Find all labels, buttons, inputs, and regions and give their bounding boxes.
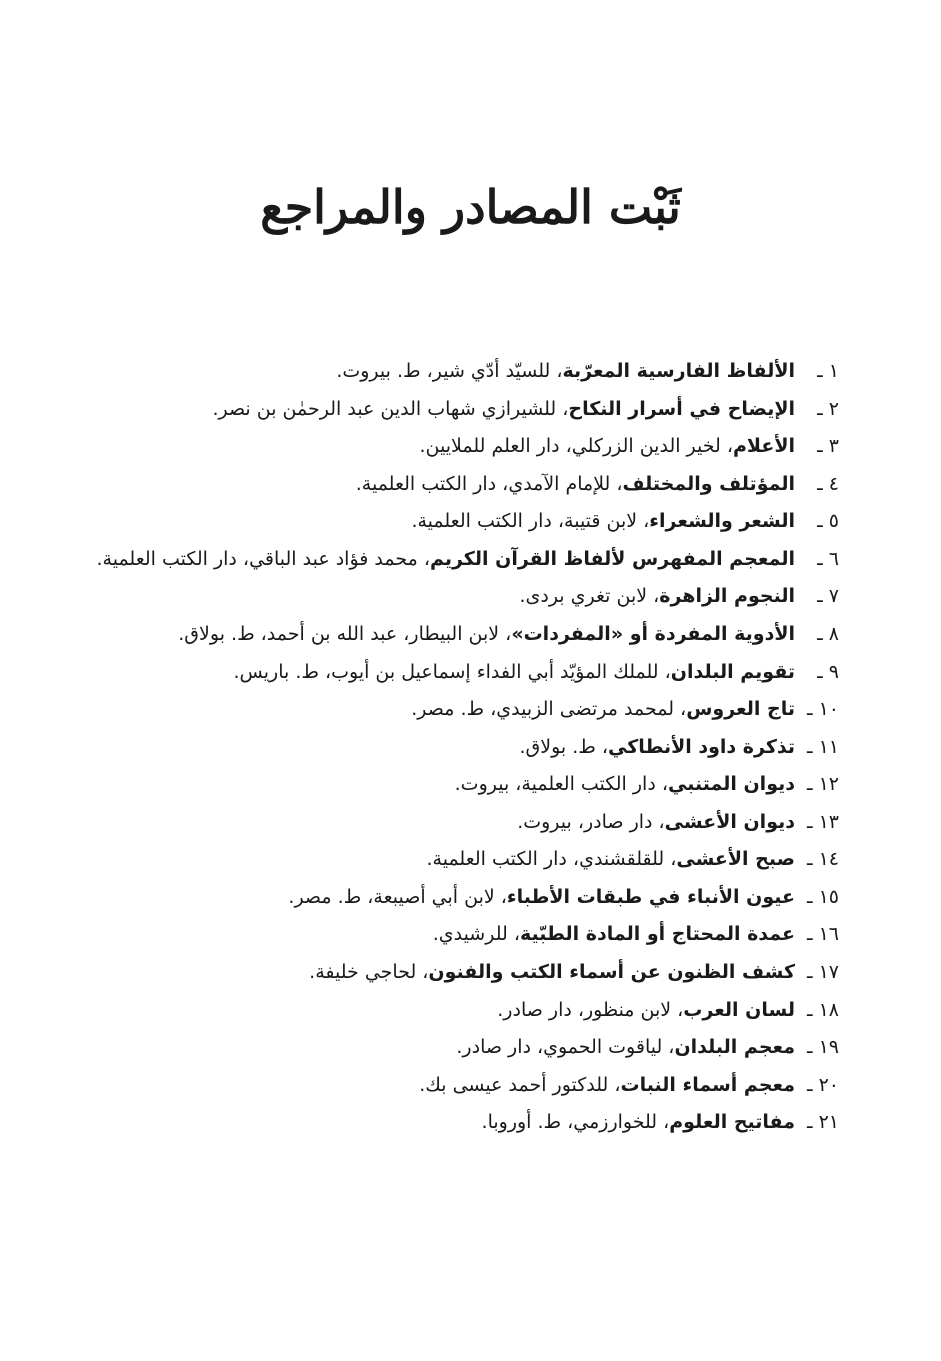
- entry-details: ، لياقوت الحموي، دار صادر.: [456, 1036, 675, 1059]
- entry-details: ، دار صادر، بيروت.: [517, 810, 665, 833]
- entry-details: ، دار الكتب العلمية، بيروت.: [454, 773, 668, 796]
- entry-number: ٨ ـ: [817, 622, 839, 645]
- entry-text: [94, 356, 795, 387]
- entry-details: ، ط. بولاق.: [519, 735, 609, 758]
- entry-title: معجم البلدان: [674, 1036, 795, 1059]
- entry-title: ديوان الأعشى: [664, 810, 795, 833]
- entry-title: النجوم الزاهرة: [659, 585, 795, 608]
- entry-details: ، للخوارزمي، ط. أوروبا.: [481, 1111, 670, 1134]
- entry-number: ٧ ـ: [817, 585, 839, 608]
- entry-details: ، لابن تغري بردى.: [519, 585, 660, 608]
- entry-text: [94, 581, 795, 612]
- entry-title: المؤتلف والمختلف: [622, 472, 795, 495]
- entry-text: [94, 919, 795, 950]
- entry-number: ١ ـ: [817, 360, 839, 382]
- entry-title: تذكرة داود الأنطاكي: [608, 735, 795, 758]
- entry-number: ٦ ـ: [817, 547, 839, 570]
- entry-title: الإيضاح في أسرار النكاح: [568, 397, 795, 420]
- bibliography-entry: [94, 506, 839, 537]
- entry-title: صبح الأعشى: [676, 848, 795, 871]
- bibliography-entry: [94, 469, 839, 500]
- bibliography-entry: [94, 732, 839, 763]
- entry-title: عيون الأنباء في طبقات الأطباء: [506, 885, 795, 908]
- entry-title: تقويم البلدان: [670, 660, 795, 683]
- entry-title: الألفاظ الفارسية المعرّبة: [562, 360, 795, 382]
- entry-text: [94, 619, 795, 650]
- entry-details: ، للشيرازي شهاب الدين عبد الرحمٰن بن نصر.: [212, 397, 569, 420]
- entry-details: ، لابن أبي أصيبعة، ط. مصر.: [288, 885, 507, 908]
- bibliography-entry: [94, 807, 839, 838]
- bibliography-entry: [94, 882, 839, 913]
- entry-text: [94, 469, 795, 500]
- entry-text: [94, 431, 795, 462]
- entry-text: [94, 807, 795, 838]
- entry-details: ، لابن منظور، دار صادر.: [497, 998, 684, 1021]
- entry-number: ٢٠ ـ: [806, 1073, 839, 1096]
- entry-number: ١٥ ـ: [806, 885, 839, 908]
- entry-title: الأعلام: [733, 435, 795, 458]
- entry-number: ١٠ ـ: [806, 698, 839, 721]
- bibliography-entry: [94, 1107, 839, 1138]
- bibliography-entry: [94, 619, 839, 650]
- entry-title: عمدة المحتاج أو المادة الطبّية: [519, 923, 795, 946]
- entry-number: ٢١ ـ: [806, 1111, 839, 1134]
- entry-details: ، لخير الدين الزركلي، دار العلم للملايين.: [419, 435, 733, 458]
- entry-title: تاج العروس: [686, 698, 795, 721]
- page-title: ثَبْت المصادر والمراجع: [260, 180, 681, 234]
- bibliography-entry: [94, 844, 839, 875]
- entry-number: ١٧ ـ: [806, 961, 839, 983]
- entry-text: [94, 506, 795, 537]
- bibliography-entry: [94, 394, 839, 425]
- bibliography-entry: [94, 919, 839, 950]
- entry-text: [94, 1107, 795, 1138]
- entry-details: ، لابن البيطار، عبد الله بن أحمد، ط. بولاق.: [178, 622, 512, 645]
- entry-text: [94, 694, 795, 725]
- bibliography-entry: [94, 356, 839, 387]
- entry-text: [94, 1032, 795, 1063]
- entry-text: [94, 957, 795, 988]
- entry-number: ٣ ـ: [817, 435, 839, 458]
- entry-details: ، للدكتور أحمد عيسى بك.: [419, 1073, 621, 1096]
- entry-text: [94, 1070, 795, 1101]
- entry-number: ٢ ـ: [817, 397, 839, 420]
- entry-number: ١١ ـ: [806, 735, 839, 758]
- entry-text: [94, 844, 795, 875]
- entry-details: ، لحاجي خليفة.: [309, 961, 429, 983]
- bibliography-entry: [94, 769, 839, 800]
- entry-number: ١٦ ـ: [806, 923, 839, 946]
- entry-number: ١٤ ـ: [806, 848, 839, 871]
- entry-details: ، للسيّد أدّي شير، ط. بيروت.: [336, 360, 563, 382]
- entry-text: [94, 544, 795, 575]
- entry-title: المعجم المفهرس لألفاظ القرآن الكريم: [429, 547, 795, 570]
- entry-details: ، للقلقشندي، دار الكتب العلمية.: [426, 848, 677, 871]
- entry-text: [94, 394, 795, 425]
- entry-number: ١٨ ـ: [806, 998, 839, 1021]
- bibliography-entry: [94, 1032, 839, 1063]
- entry-number: ٥ ـ: [817, 510, 839, 533]
- entry-text: [94, 995, 795, 1026]
- entry-title: الأدوية المفردة أو «المفردات»: [511, 622, 795, 645]
- entry-number: ٩ ـ: [817, 660, 839, 683]
- bibliography-entry: [94, 544, 839, 575]
- entry-title: معجم أسماء النبات: [620, 1073, 795, 1096]
- entry-title: كشف الظنون عن أسماء الكتب والفنون: [428, 961, 795, 983]
- bibliography-entry: [94, 694, 839, 725]
- bibliography-entry: [94, 657, 839, 688]
- entry-details: ، للإمام الآمدي، دار الكتب العلمية.: [355, 472, 623, 495]
- bibliography-entry: [94, 995, 839, 1026]
- bibliography-entry: [94, 957, 839, 988]
- entry-title: الشعر والشعراء: [649, 510, 795, 533]
- entry-title: مفاتيح العلوم: [669, 1111, 795, 1134]
- entry-details: ، للرشيدي.: [432, 923, 520, 946]
- entry-text: [94, 882, 795, 913]
- bibliography-entry: [94, 431, 839, 462]
- entry-number: ١٩ ـ: [806, 1036, 839, 1059]
- entry-text: [94, 769, 795, 800]
- entry-number: ١٣ ـ: [806, 810, 839, 833]
- entry-number: ٤ ـ: [817, 472, 839, 495]
- entry-text: [94, 732, 795, 763]
- bibliography-entry: [94, 1070, 839, 1101]
- entry-text: [94, 657, 795, 688]
- bibliography-entry: [94, 581, 839, 612]
- entry-details: ، لابن قتيبة، دار الكتب العلمية.: [411, 510, 650, 533]
- entry-details: ، لمحمد مرتضى الزبيدي، ط. مصر.: [411, 698, 687, 721]
- entry-details: ، محمد فؤاد عبد الباقي، دار الكتب العلمية.: [96, 547, 430, 570]
- bibliography-list: [94, 356, 839, 1145]
- entry-number: ١٢ ـ: [806, 773, 839, 796]
- entry-details: ، للملك المؤيّد أبي الفداء إسماعيل بن أيوب، ط. باريس.: [233, 660, 671, 683]
- entry-title: لسان العرب: [683, 998, 795, 1021]
- entry-title: ديوان المتنبي: [667, 773, 795, 796]
